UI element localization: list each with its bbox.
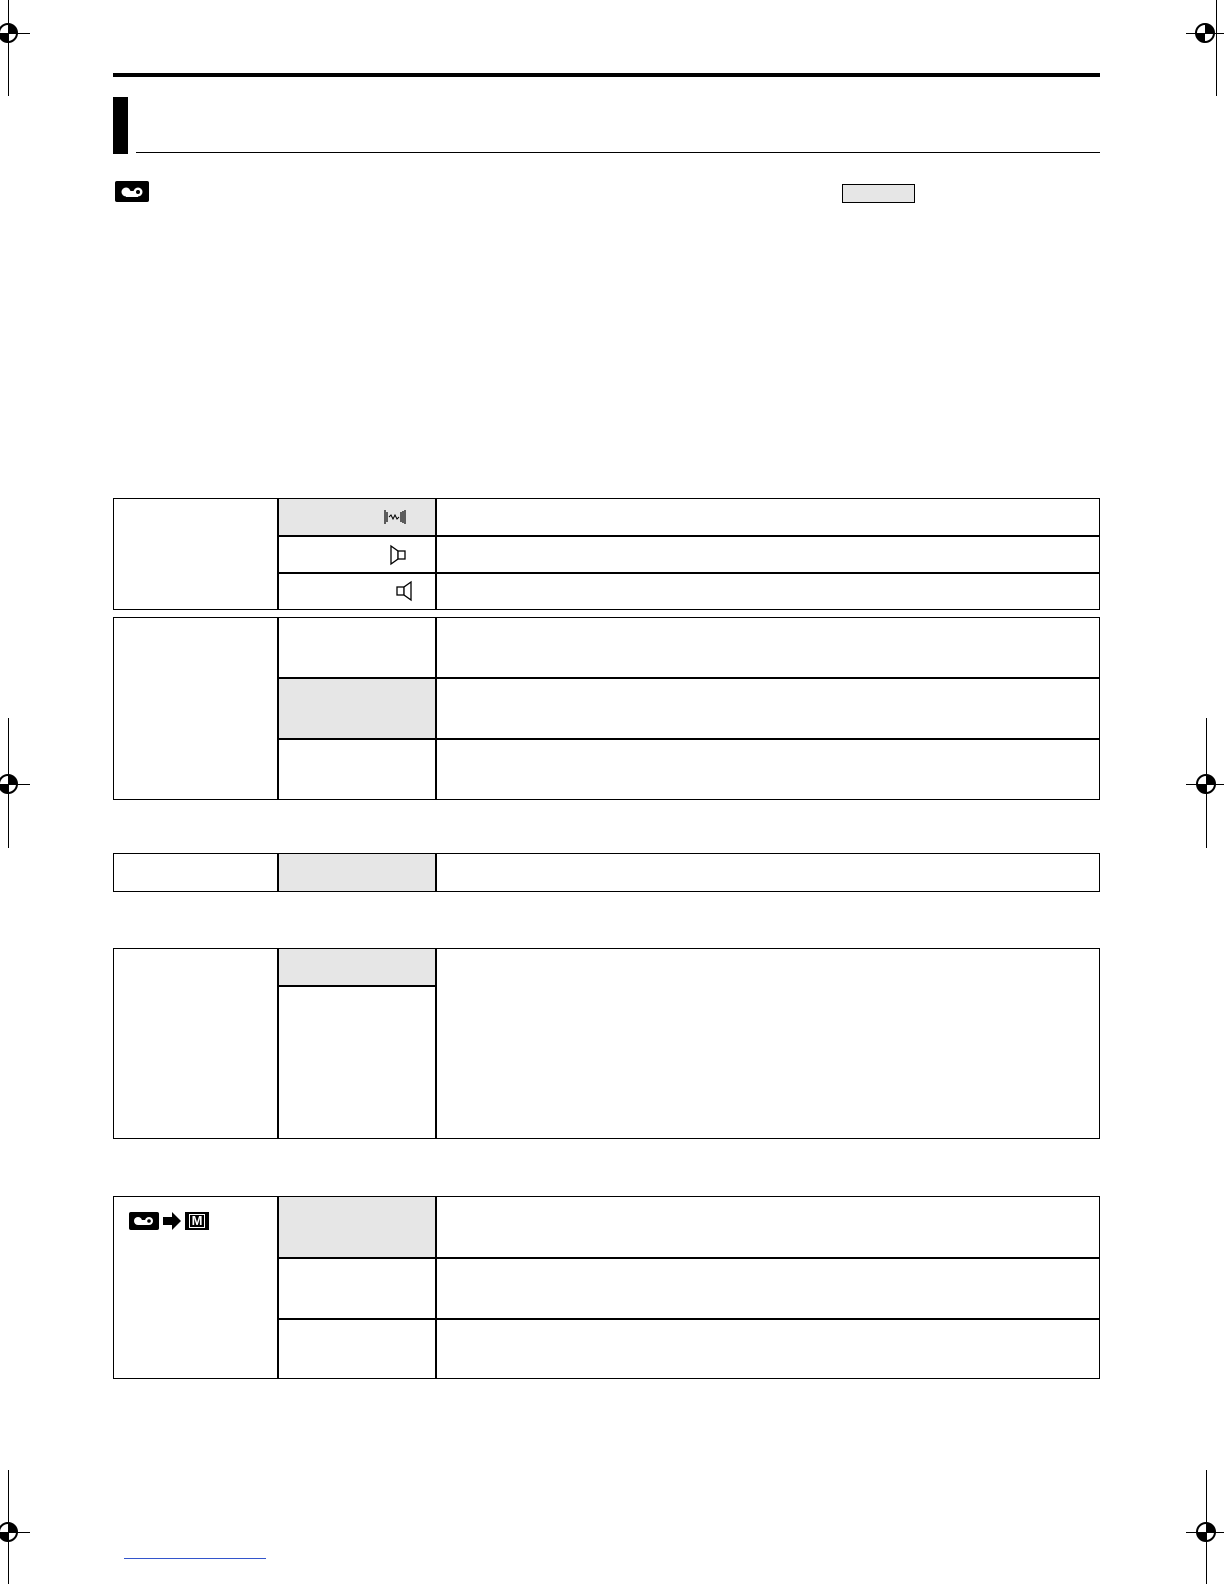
settings-table-3: [113, 853, 1100, 892]
footer-link-underline: [124, 1558, 266, 1559]
registration-mark-bottom-left: [0, 1470, 38, 1584]
section-title-bar: [113, 97, 128, 154]
manual-mode-letter: M: [189, 1214, 206, 1228]
option-cell-5c: [279, 1320, 435, 1378]
option-cell-5a: [279, 1197, 435, 1257]
header-top-rule: [113, 73, 1100, 77]
option-cell-3a: [279, 854, 435, 891]
option-cell-4a: [279, 949, 435, 986]
option-cell-4b: [279, 987, 435, 1138]
option-cell-2b: [279, 679, 435, 738]
registration-mark-top-left: [0, 0, 38, 96]
registration-mark-bottom-right: [1186, 1470, 1224, 1584]
option-cell-speaker-right: [279, 537, 435, 573]
tape-recording-icon: [115, 181, 149, 202]
tape-icon: [129, 1212, 159, 1230]
wind-filter-icon: [383, 507, 407, 527]
option-cell-5b: [279, 1259, 435, 1318]
section-title-underline: [136, 152, 1100, 153]
option-cell-speaker-left: [279, 574, 435, 610]
registration-mark-mid-right: [1186, 718, 1224, 848]
manual-mode-icon: [185, 1212, 209, 1230]
speaker-right-icon: [389, 544, 409, 566]
option-cell-2a: [279, 618, 435, 677]
registration-mark-mid-left: [0, 718, 38, 848]
settings-table-1: [113, 498, 1100, 610]
mode-icons-cell: [114, 1197, 277, 1257]
speaker-left-icon: [394, 580, 414, 602]
settings-table-2: [113, 617, 1100, 800]
option-cell-wind: [279, 499, 435, 536]
right-arrow-icon: [162, 1211, 182, 1231]
option-cell-2c: [279, 740, 435, 799]
mode-tag-box: [842, 184, 915, 203]
settings-table-4: [113, 948, 1100, 1139]
settings-table-5: [113, 1196, 1100, 1379]
registration-mark-top-right: [1186, 0, 1224, 96]
